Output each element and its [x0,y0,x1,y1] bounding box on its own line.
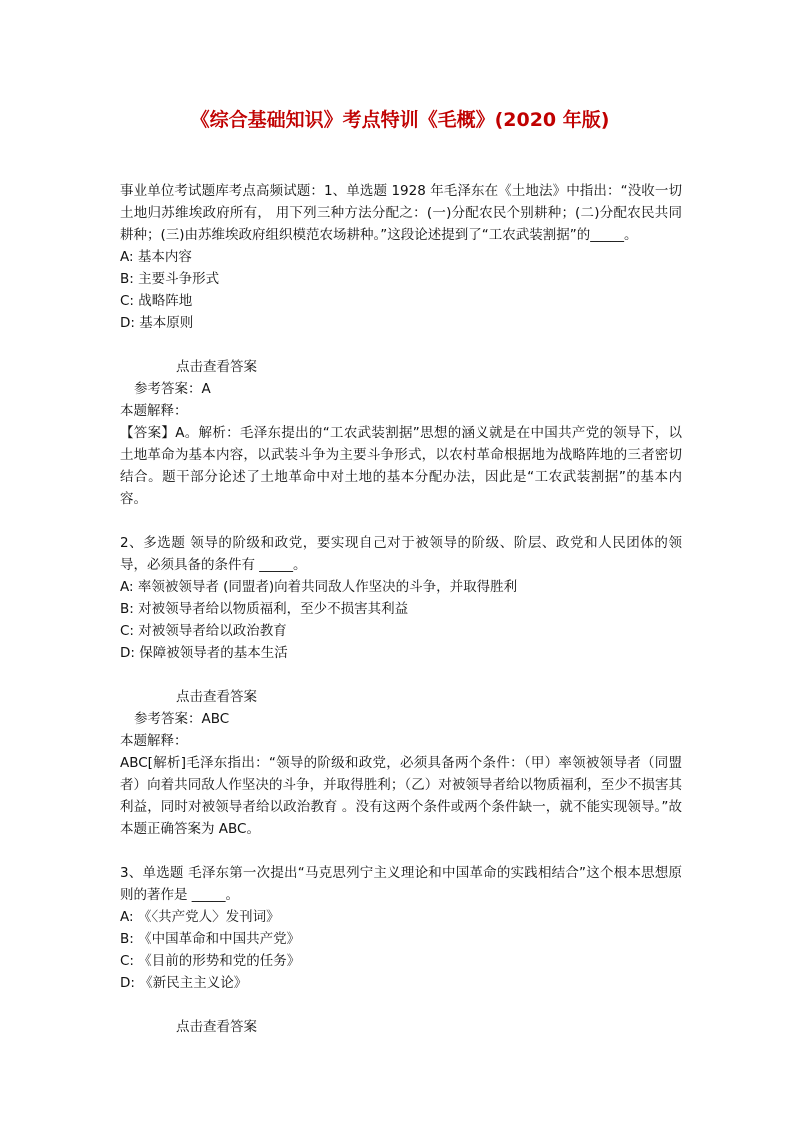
option-d: D: 保障被领导者的基本生活 [120,645,288,661]
option-c: C: 《目前的形势和党的任务》 [120,953,301,969]
analysis-text: 【答案】A。解析：毛泽东提出的“工农武装割据”思想的涵义就是在中国共产党的领导下，以土地革命为基本内容，以武装斗争为主要斗争形式，以农村革命根据地为战略阵地的三者密切结合。题干部分论述了土地革命中对土地的基本分配办法，因此是“工农武装割据”的基本内容。 [120,425,682,507]
question-1 [120,180,682,510]
option-c: C: 对被领导者给以政治教育 [120,623,287,639]
option-b: B: 主要斗争形式 [120,271,220,287]
option-a: A: 率领被领导者 (同盟者)向着共同敌人作坚决的斗争，并取得胜利 [120,579,518,595]
question-stem: 2、多选题 领导的阶级和政党，要实现自己对于被领导的阶级、阶层、政党和人民团体的领导，必须具备的条件有 _____。 [120,535,682,573]
analysis-label: 本题解释： [120,733,188,749]
option-c: C: 战略阵地 [120,293,193,309]
question-stem: 3、单选题 毛泽东第一次提出“马克思列宁主义理论和中国革命的实践相结合”这个根本思想原则的著作是 _____。 [120,865,682,903]
reference-answer: 参考答案：A [134,381,211,397]
analysis-text: ABC[解析]毛泽东指出：“领导的阶级和政党，必须具备两个条件：（甲）率领被领导者（同盟者）向着共同敌人作坚决的斗争，并取得胜利；（乙）对被领导者给以物质福利，至少不损害其利益，同时对被领导者给以政治教育 。没有这两个条件或两个条件缺一，就不能实现领导。”故本题正确答案为 ABC。 [120,755,682,837]
option-b: B: 对被领导者给以物质福利，至少不损害其利益 [120,601,409,617]
show-answer-link[interactable]: 点击查看答案 [176,1019,257,1035]
option-b: B: 《中国革命和中国共产党》 [120,931,301,947]
option-a: A: 基本内容 [120,249,192,265]
question-stem: 事业单位考试题库考点高频试题：1、单选题 1928 年毛泽东在《土地法》中指出：“没收一切土地归苏维埃政府所有， 用下列三种方法分配之：(一)分配农民个别耕种；(二)分配农民共同耕种；(三)由苏维埃政府组织模范农场耕种。”这段论述提到了“工农武装割据”的_____。 [120,183,682,243]
questions-content [120,180,682,1038]
reference-answer: 参考答案：ABC [134,711,230,727]
option-d: D: 《新民主主义论》 [120,975,248,991]
show-answer-link[interactable]: 点击查看答案 [176,689,257,705]
document-title: 《综合基础知识》考点特训《毛概》(2020 年版) [190,109,610,131]
question-3 [120,862,682,1038]
option-d: D: 基本原则 [120,315,194,331]
question-2 [120,532,682,840]
option-a: A: 《〈共产党人〉发刊词》 [120,909,280,925]
show-answer-link[interactable]: 点击查看答案 [176,359,257,375]
analysis-label: 本题解释： [120,403,188,419]
